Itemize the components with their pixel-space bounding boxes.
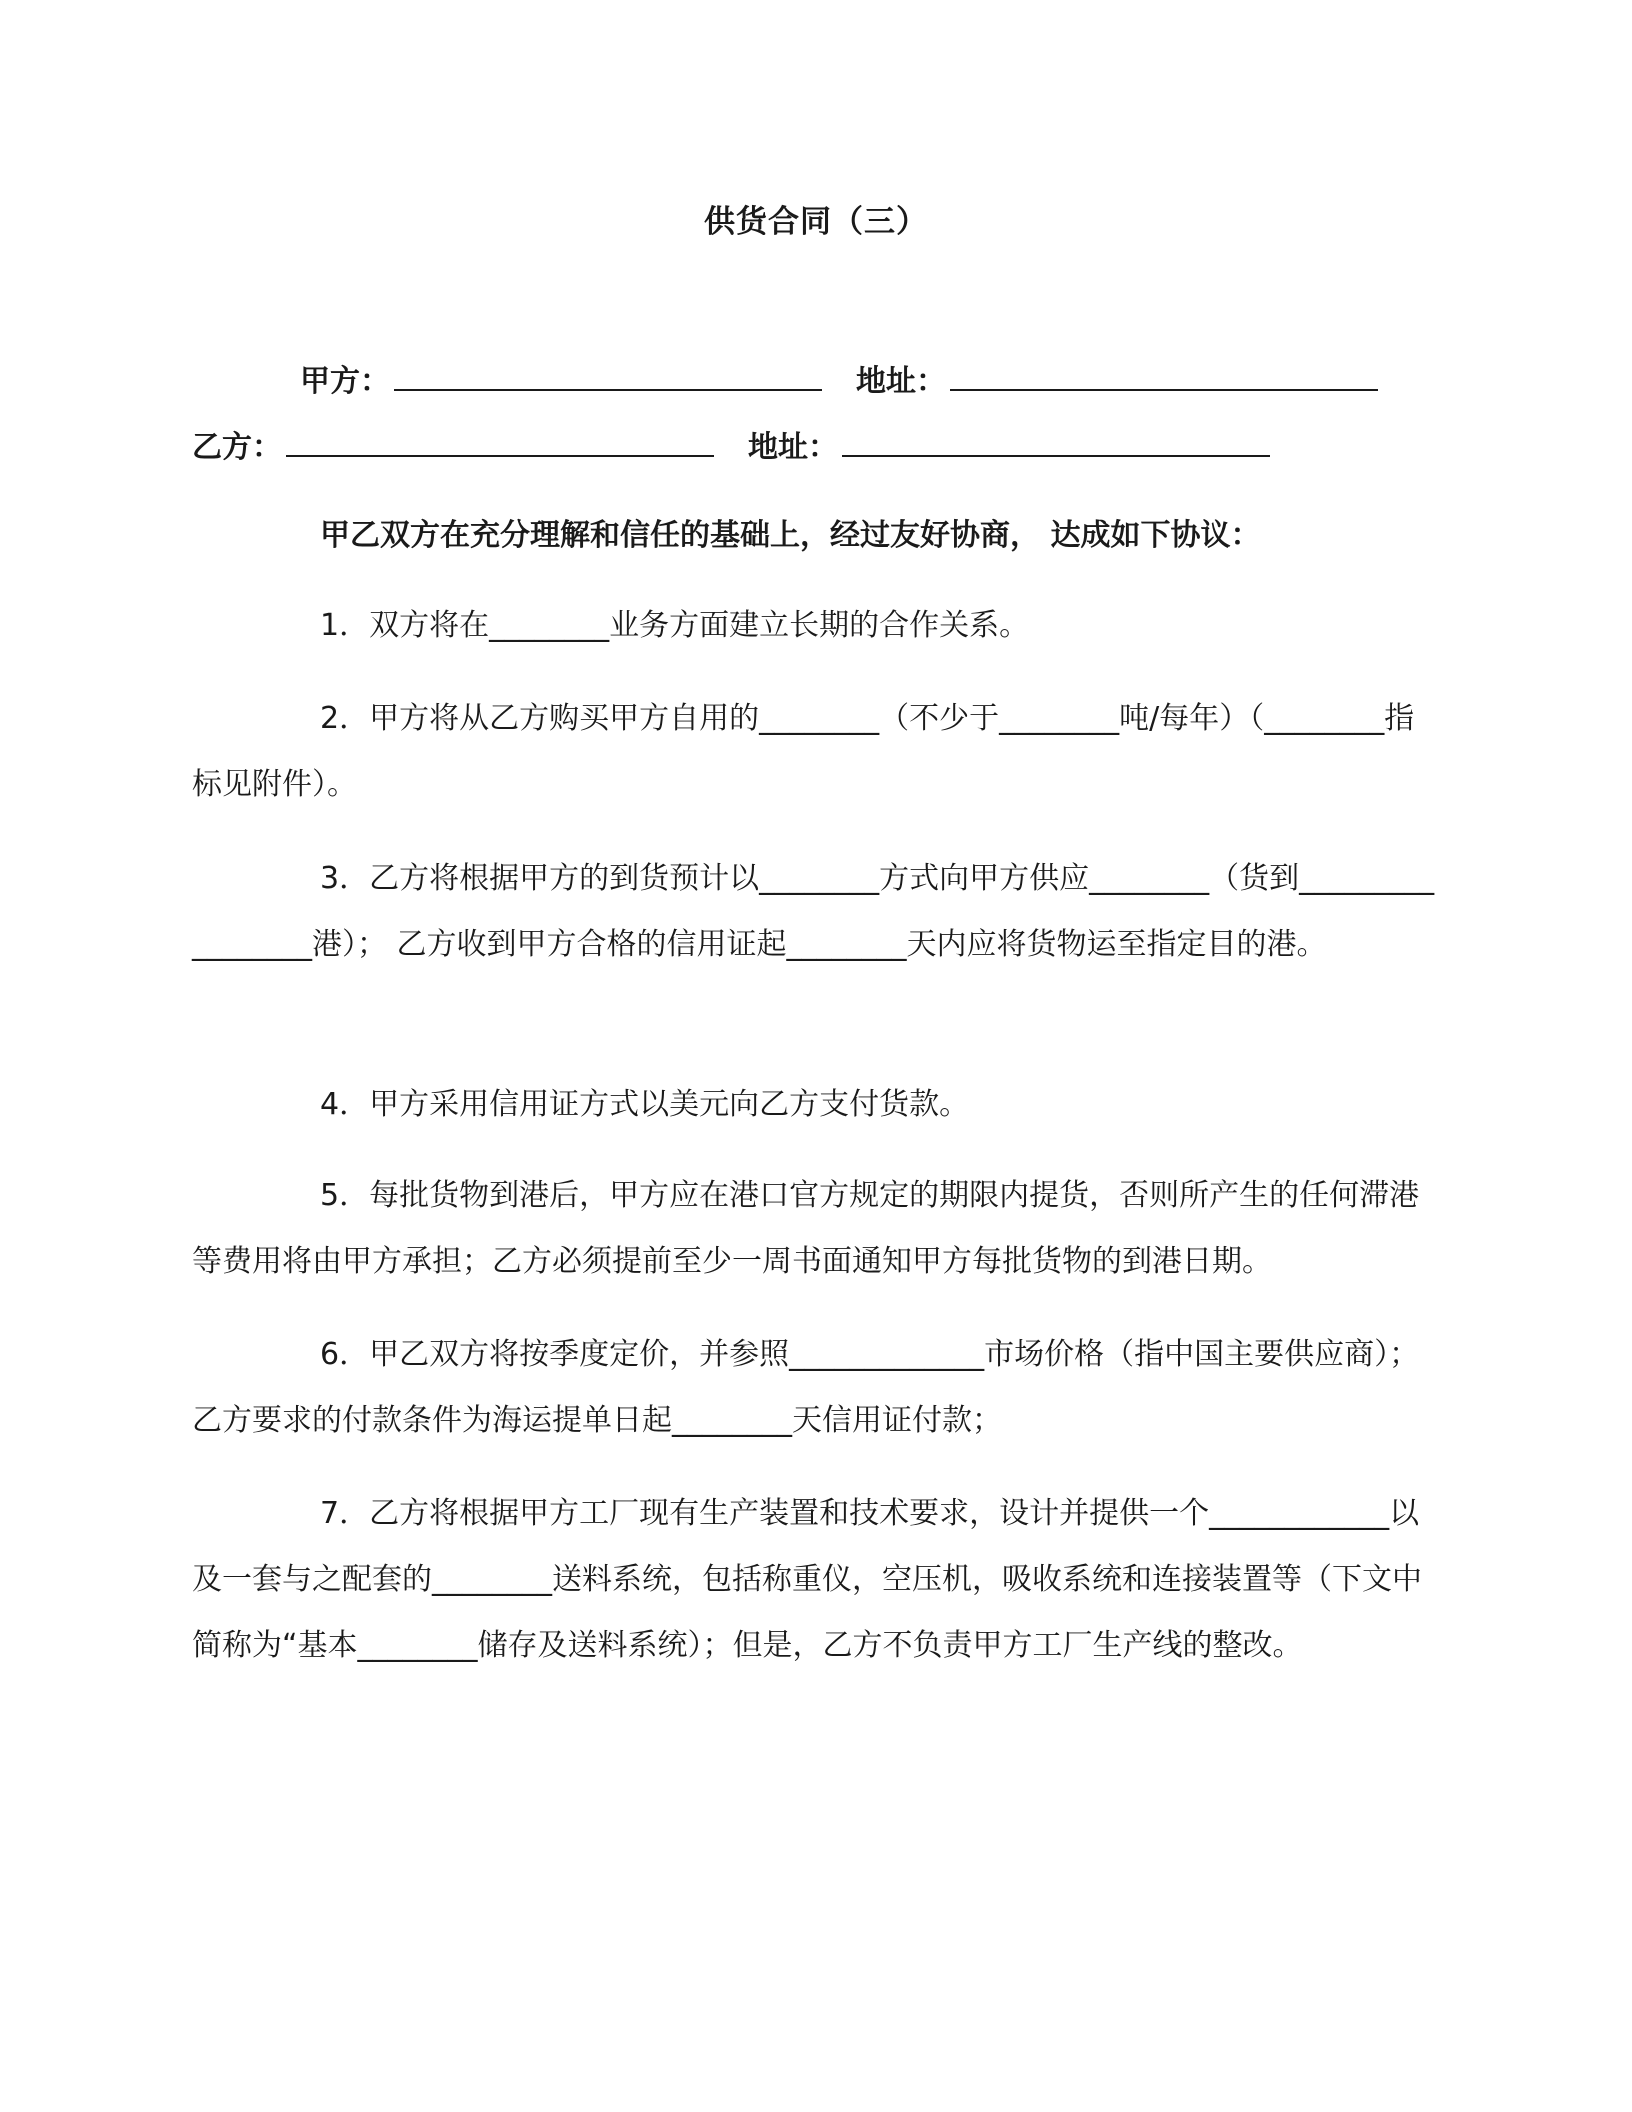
clause-2: 2．甲方将从乙方购买甲方自用的________（不少于________吨/每年）（________指标见附件）。 xyxy=(192,701,1415,802)
party-a-address-label: 地址： xyxy=(856,364,946,399)
intro-paragraph: 甲乙双方在充分理解和信任的基础上，经过友好协商， 达成如下协议： xyxy=(320,518,1261,553)
clause-3: 3．乙方将根据甲方的到货预计以________方式向甲方供应________（货到_________________港）； 乙方收到甲方合格的信用证起________天内应将货物运至指定目的港。 xyxy=(192,861,1435,962)
party-a-label: 甲方： xyxy=(300,364,390,399)
party-b-address-label: 地址： xyxy=(748,430,838,465)
party-b-name-blank xyxy=(286,427,714,457)
party-b-line xyxy=(192,426,1270,470)
clause-7: 7．乙方将根据甲方工厂现有生产装置和技术要求，设计并提供一个____________以及一套与之配套的________送料系统，包括称重仪，空压机，吸收系统和连接装置等（下文中简称为“基本________储存及送料系统）；但是，乙方不负责甲方工厂生产线的整改。 xyxy=(192,1496,1422,1663)
party-a-line xyxy=(300,360,1378,404)
party-b-address-blank xyxy=(842,427,1270,457)
clause-4: 4．甲方采用信用证方式以美元向乙方支付货款。 xyxy=(320,1087,970,1122)
party-a-address-blank xyxy=(950,361,1378,391)
clause-6: 6．甲乙双方将按季度定价，并参照_____________市场价格（指中国主要供应商）；乙方要求的付款条件为海运提单日起________天信用证付款； xyxy=(192,1337,1420,1438)
document-title: 供货合同（三） xyxy=(704,204,928,240)
party-a-name-blank xyxy=(394,361,822,391)
party-b-label: 乙方： xyxy=(192,430,282,465)
clause-5: 5．每批货物到港后，甲方应在港口官方规定的期限内提货，否则所产生的任何滞港等费用将由甲方承担；乙方必须提前至少一周书面通知甲方每批货物的到港日期。 xyxy=(192,1178,1420,1279)
clause-1: 1．双方将在________业务方面建立长期的合作关系。 xyxy=(320,608,1030,643)
